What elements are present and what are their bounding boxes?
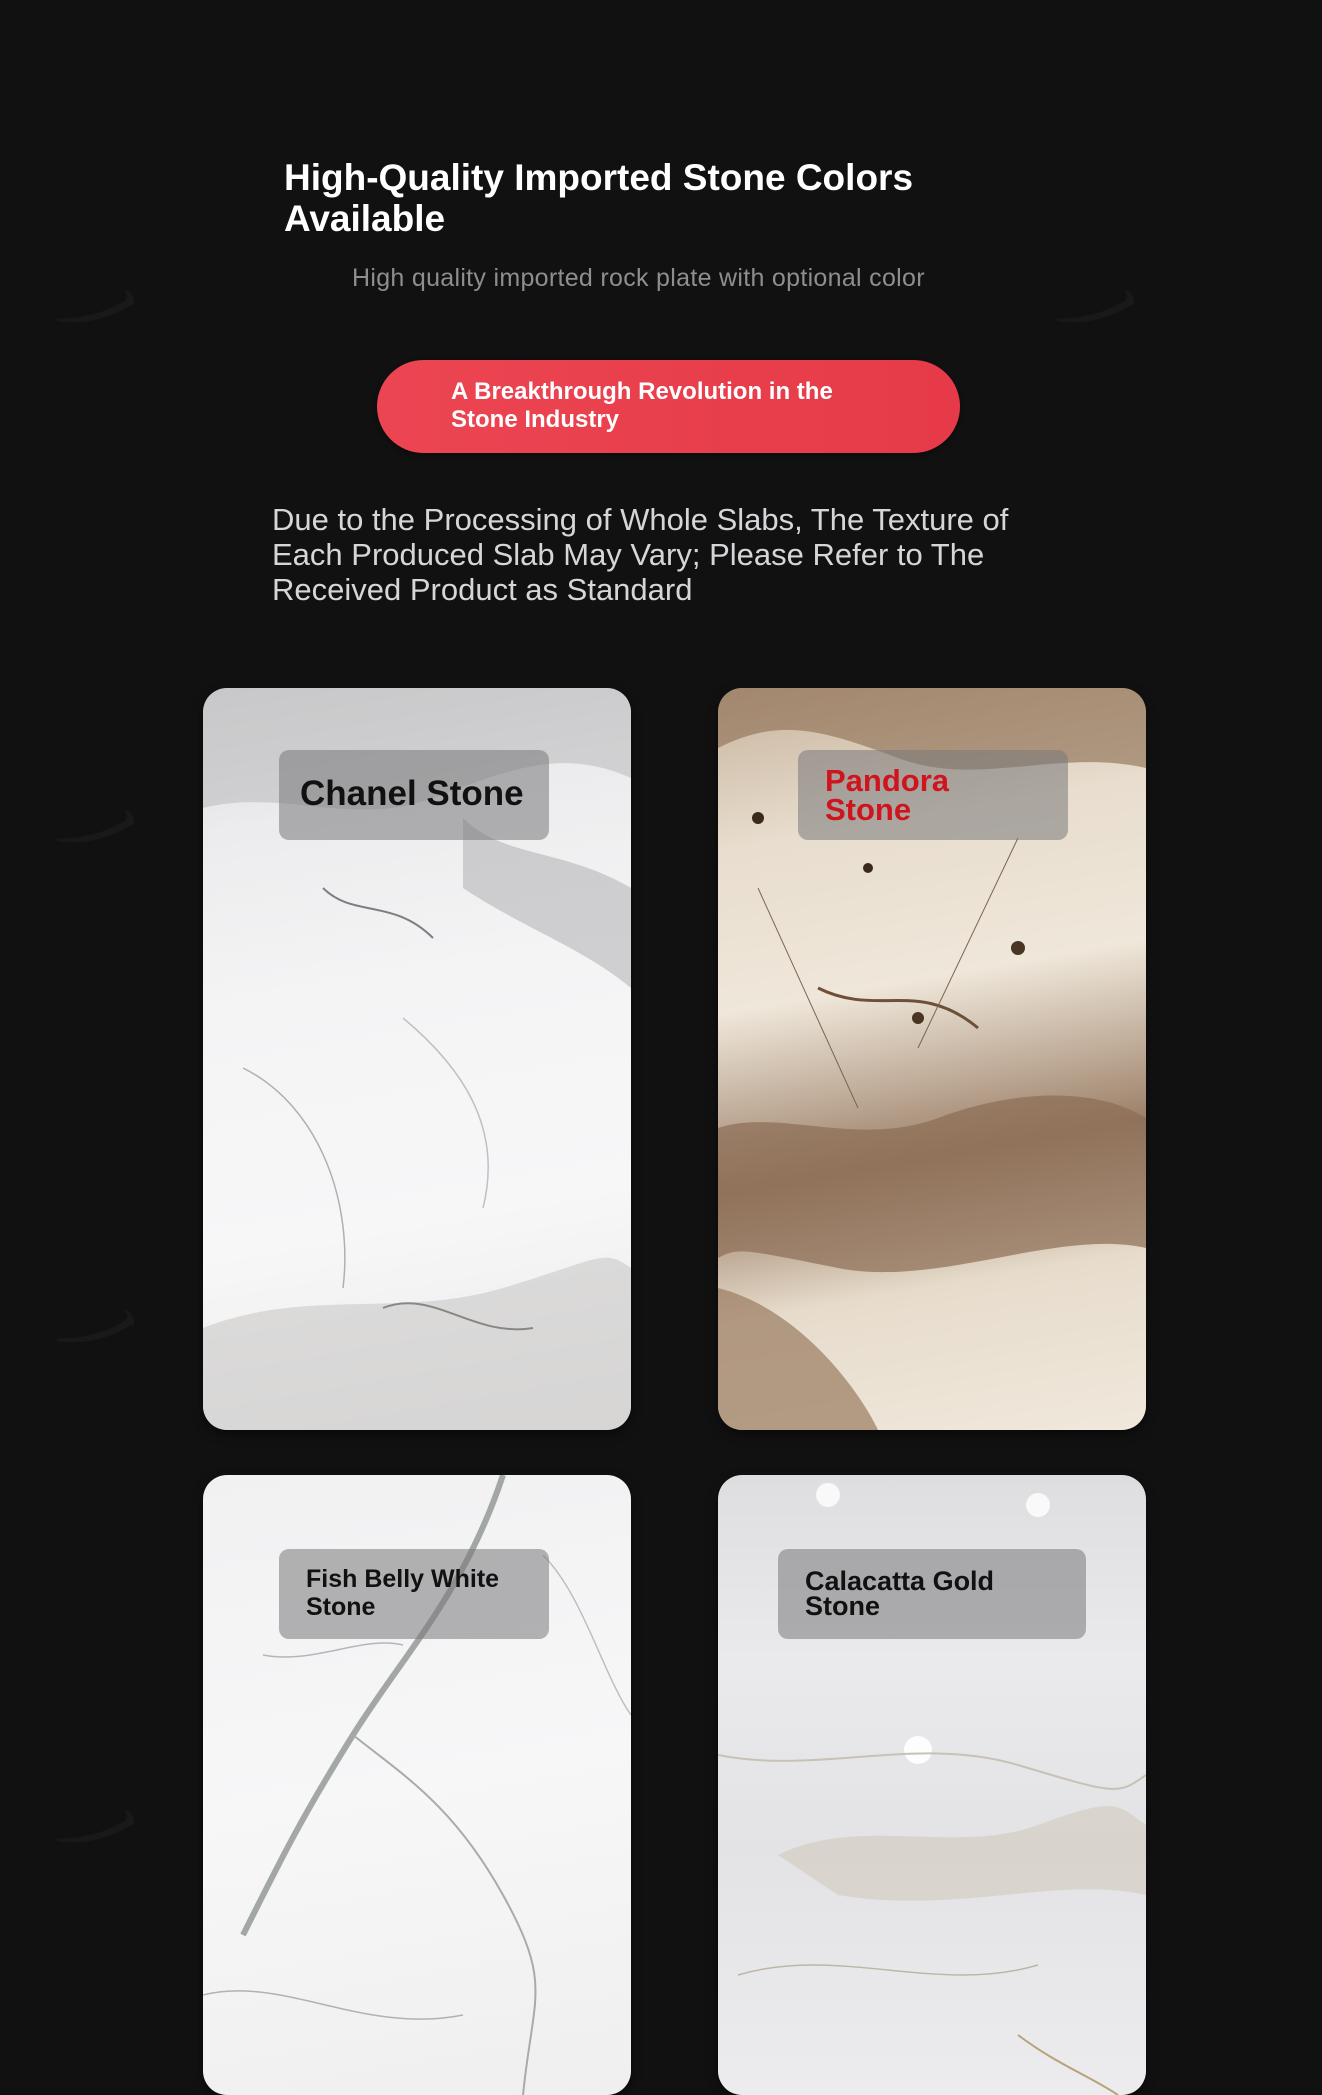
texture-notice: Due to the Processing of Whole Slabs, The Texture of Each Produced Slab May Vary; Please Refer to The Received Product as Standard <box>272 502 1009 607</box>
stone-name: Pandora Stone <box>825 763 950 827</box>
watermark <box>1031 226 1179 384</box>
page-title: High-Quality Imported Stone Colors Available <box>284 157 914 239</box>
page-subtitle: High quality imported rock plate with optional color <box>352 264 925 292</box>
banner-label: A Breakthrough Revolution in the Stone Industry <box>451 378 833 433</box>
stone-card-calacatta-gold[interactable] <box>718 1475 1146 2095</box>
stone-label <box>279 750 549 840</box>
stone-card-fish-belly-white[interactable] <box>203 1475 631 2095</box>
stone-name: Fish Belly White Stone <box>306 1565 500 1621</box>
stone-name: Calacatta Gold Stone <box>805 1566 995 1621</box>
stone-card-chanel[interactable] <box>203 688 631 1430</box>
watermark <box>31 746 179 904</box>
revolution-banner-button[interactable] <box>377 360 960 453</box>
stone-label <box>798 750 1068 840</box>
watermark <box>31 1746 179 1904</box>
stone-card-pandora[interactable] <box>718 688 1146 1430</box>
stone-label <box>279 1549 549 1639</box>
watermark <box>31 226 179 384</box>
watermark <box>31 1246 179 1404</box>
stone-name: Chanel Stone <box>300 774 524 813</box>
stone-label <box>778 1549 1086 1639</box>
